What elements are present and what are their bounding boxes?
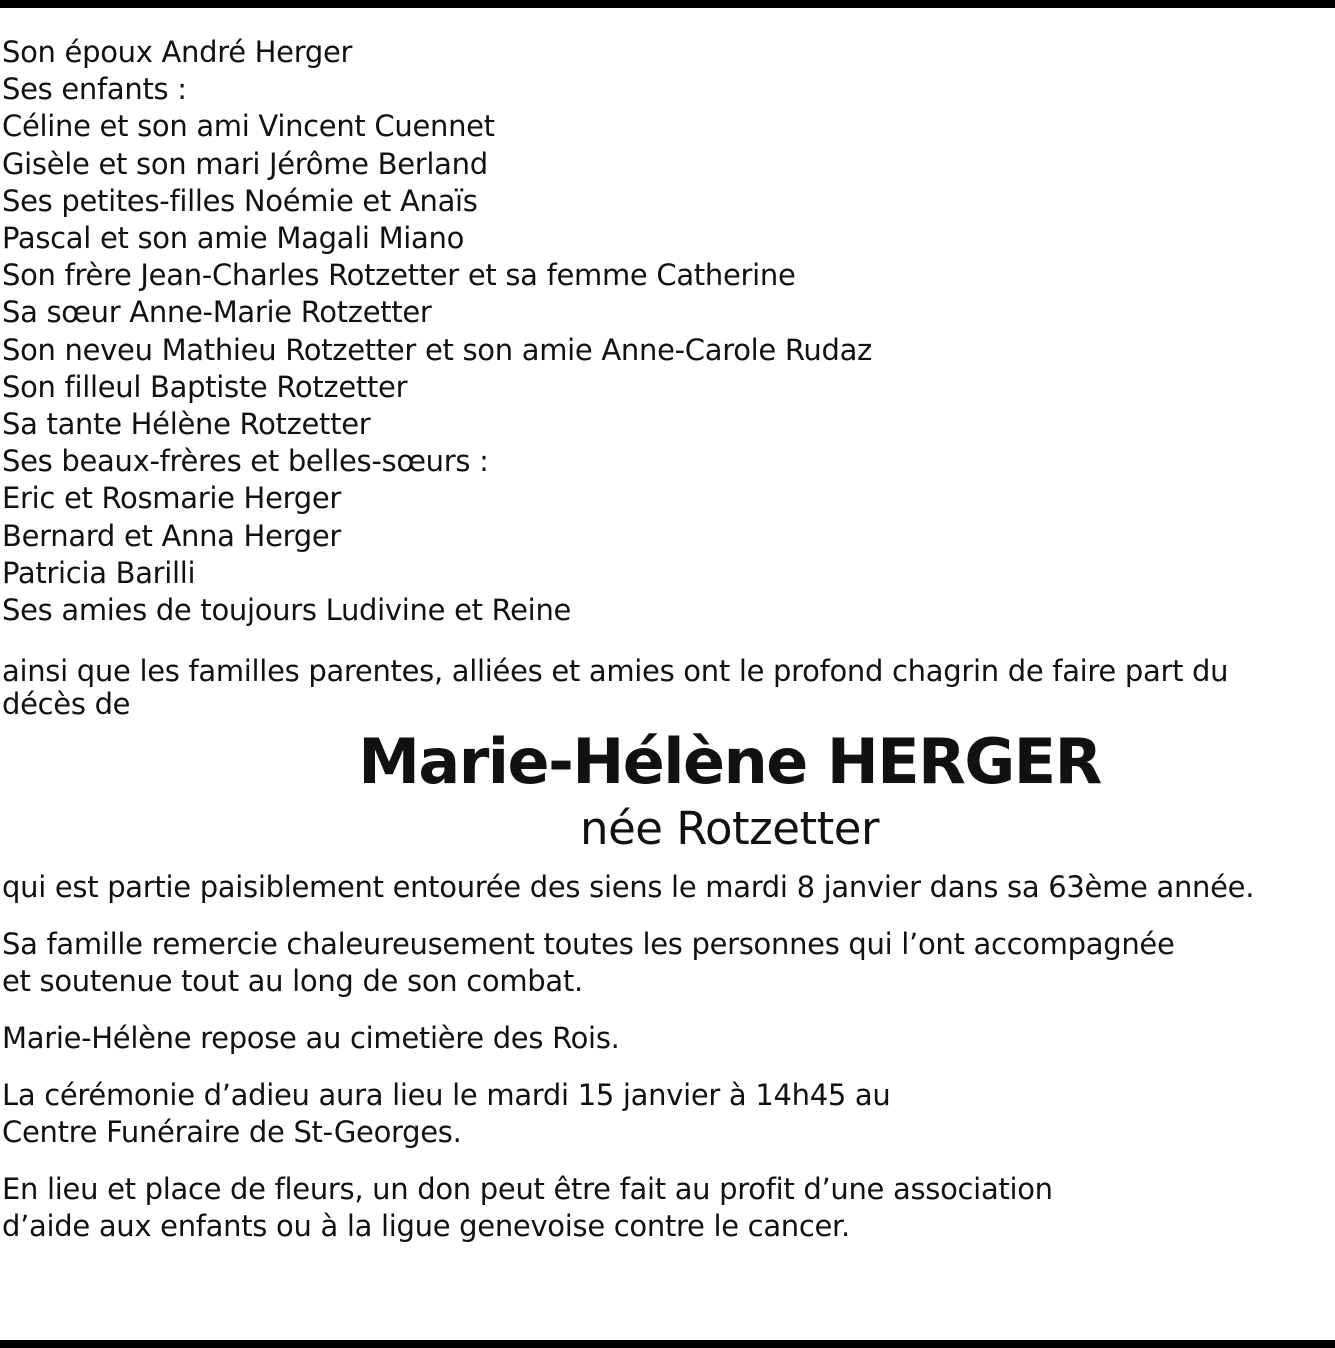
family-line: Sa sœur Anne-Marie Rotzetter xyxy=(2,295,432,330)
donation-paragraph xyxy=(2,1171,1327,1245)
family-line: Céline et son ami Vincent Cuennet xyxy=(2,109,495,144)
paragraph-line: qui est partie paisiblement entourée des siens le mardi 8 janvier dans sa 63ème année. xyxy=(2,870,1255,905)
paragraph-line: d’aide aux enfants ou à la ligue genevoise contre le cancer. xyxy=(2,1209,850,1244)
family-line: Pascal et son amie Magali Miano xyxy=(2,221,465,256)
maiden-name: née Rotzetter xyxy=(580,802,879,856)
family-line: Eric et Rosmarie Herger xyxy=(2,481,341,516)
family-list xyxy=(2,34,1327,629)
deceased-name-block xyxy=(132,723,1327,857)
family-line: Son époux André Herger xyxy=(2,35,353,69)
intro-line: décès de xyxy=(2,687,131,722)
family-line: Son filleul Baptiste Rotzetter xyxy=(2,369,408,404)
deceased-name: Marie-Hélène HERGER xyxy=(358,725,1101,799)
thanks-paragraph xyxy=(2,926,1327,1000)
top-border-rule xyxy=(0,0,1335,8)
announcement-intro xyxy=(2,655,1327,721)
family-line: Ses petites-filles Noémie et Anaïs xyxy=(2,183,478,218)
family-line: Son neveu Mathieu Rotzetter et son amie Anne-Carole Rudaz xyxy=(2,332,872,367)
paragraph-line: et soutenue tout au long de son combat. xyxy=(2,964,583,999)
family-line: Ses enfants : xyxy=(2,72,187,107)
bottom-border-rule xyxy=(0,1340,1335,1348)
intro-line: ainsi que les familles parentes, alliées et amies ont le profond chagrin de faire part du xyxy=(2,654,1229,689)
family-line: Ses beaux-frères et belles-sœurs : xyxy=(2,444,489,479)
obituary-notice xyxy=(2,34,1327,1245)
family-line: Ses amies de toujours Ludivine et Reine xyxy=(2,593,572,628)
paragraph-line: Centre Funéraire de St-Georges. xyxy=(2,1115,462,1150)
paragraph-line: Sa famille remercie chaleureusement toutes les personnes qui l’ont accompagnée xyxy=(2,927,1175,962)
family-line: Son frère Jean-Charles Rotzetter et sa femme Catherine xyxy=(2,258,796,293)
paragraph-line: En lieu et place de fleurs, un don peut être fait au profit d’une association xyxy=(2,1172,1053,1207)
paragraph-line: La cérémonie d’adieu aura lieu le mardi 15 janvier à 14h45 au xyxy=(2,1078,891,1113)
rest-paragraph xyxy=(2,1020,1327,1057)
family-line: Gisèle et son mari Jérôme Berland xyxy=(2,146,488,181)
family-line: Patricia Barilli xyxy=(2,555,196,590)
passing-paragraph xyxy=(2,869,1327,906)
family-line: Bernard et Anna Herger xyxy=(2,518,341,553)
ceremony-paragraph xyxy=(2,1077,1327,1151)
family-line: Sa tante Hélène Rotzetter xyxy=(2,407,371,442)
paragraph-line: Marie-Hélène repose au cimetière des Rois. xyxy=(2,1021,620,1056)
